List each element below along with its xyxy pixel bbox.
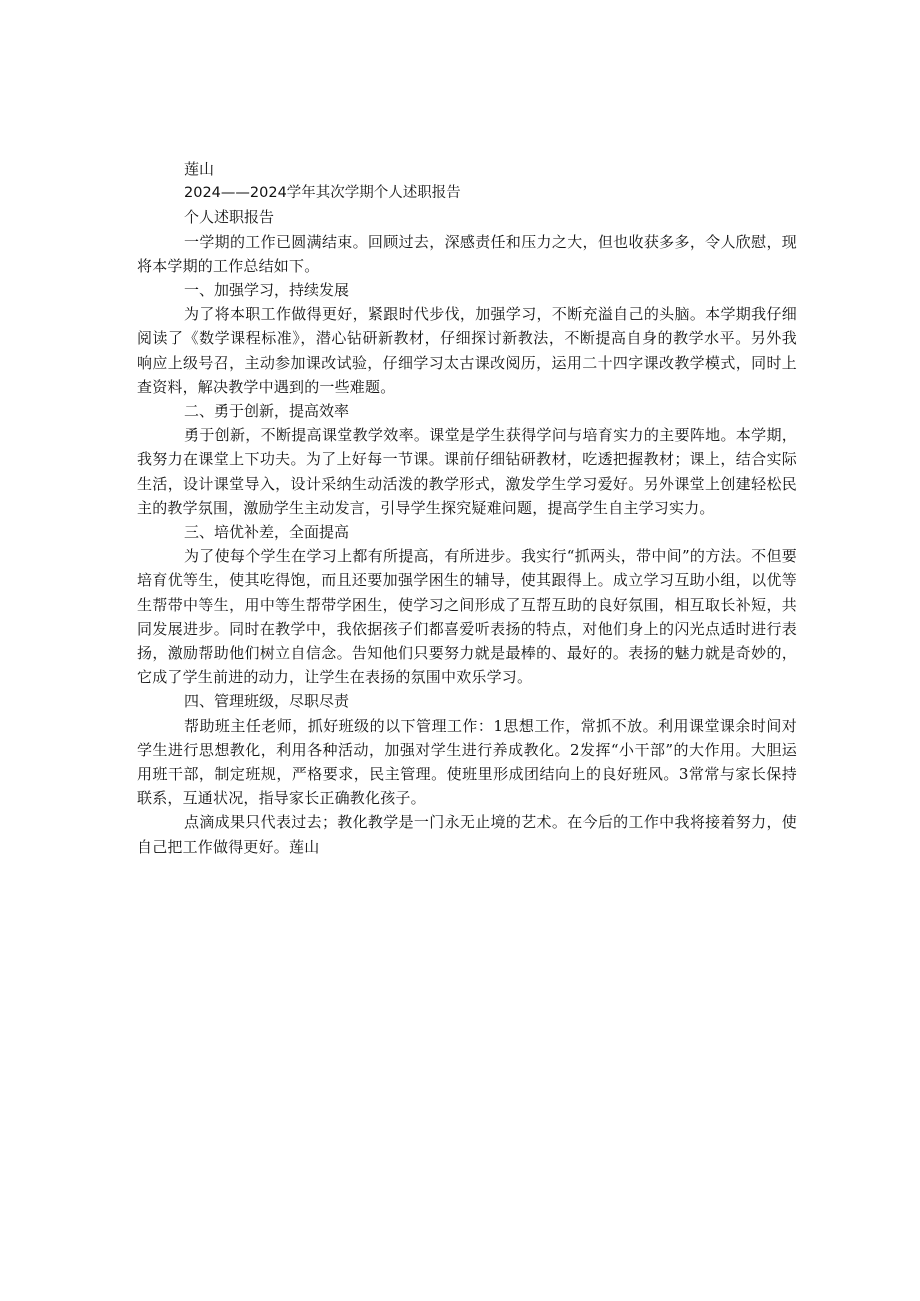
section-heading-3: 三、培优补差，全面提高 [184,523,350,542]
closing-paragraph: 点滴成果只代表过去；教化教学是一门永无止境的艺术。在今后的工作中我将接着努力，使自己把工作做得更好。莲山 [137,813,797,856]
intro-paragraph: 一学期的工作已圆满结束。回顾过去，深感责任和压力之大，但也收获多多，令人欣慰，现将本学期的工作总结如下。 [137,232,797,275]
section-heading-1: 一、加强学习，持续发展 [184,281,350,300]
section-body-1: 为了将本职工作做得更好，紧跟时代步伐，加强学习，不断充溢自己的头脑。本学期我仔细阅读了《数学课程标准》，潜心钻研新教材，仔细探讨新教法，不断提高自身的教学水平。另外我响应上级号召，主动参加课改试验，仔细学习太古课改阅历，运用二十四字课改教学模式，同时上查资料，解决教学中遇到的一些难题。 [137,305,797,396]
section-heading-2: 二、勇于创新，提高效率 [184,402,350,421]
section-heading-4: 四、管理班级，尽职尽责 [184,692,350,711]
report-subtitle: 个人述职报告 [184,208,275,227]
report-title: 2024——2024学年其次学期个人述职报告 [184,185,461,202]
school-name: 莲山 [184,160,215,178]
document-page [137,157,797,859]
section-body-3: 为了使每个学生在学习上都有所提高，有所进步。我实行“抓两头，带中间”的方法。不但要培育优等生，使其吃得饱，而且还要加强学困生的辅导，使其跟得上。成立学习互助小组，以优等生帮带中等生，用中等生帮带学困生，使学习之间形成了互帮互助的良好氛围，相互取长补短，共同发展进步。同时在教学中，我依据孩子们都喜爱听表扬的特点，对他们身上的闪光点适时进行表扬，激励帮助他们树立自信念。告知他们只要努力就是最棒的、最好的。表扬的魅力就是奇妙的，它成了学生前进的动力，让学生在表扬的氛围中欢乐学习。 [137,547,797,687]
section-body-4: 帮助班主任老师，抓好班级的以下管理工作：1思想工作，常抓不放。利用课堂课余时间对学生进行思想教化，利用各种活动，加强对学生进行养成教化。2发挥“小干部”的大作用。大胆运用班干部，制定班规，严格要求，民主管理。使班里形成团结向上的良好班风。3常常与家长保持联系，互通状况，指导家长正确教化孩子。 [137,716,797,808]
section-body-2: 勇于创新，不断提高课堂教学效率。课堂是学生获得学问与培育实力的主要阵地。本学期，我努力在课堂上下功夫。为了上好每一节课。课前仔细钻研教材，吃透把握教材；课上，结合实际生活，设计课堂导入，设计采纳生动活泼的教学形式，激发学生学习爱好。另外课堂上创建轻松民主的教学氛围，激励学生主动发言，引导学生探究疑难问题，提高学生自主学习实力。 [137,426,797,517]
